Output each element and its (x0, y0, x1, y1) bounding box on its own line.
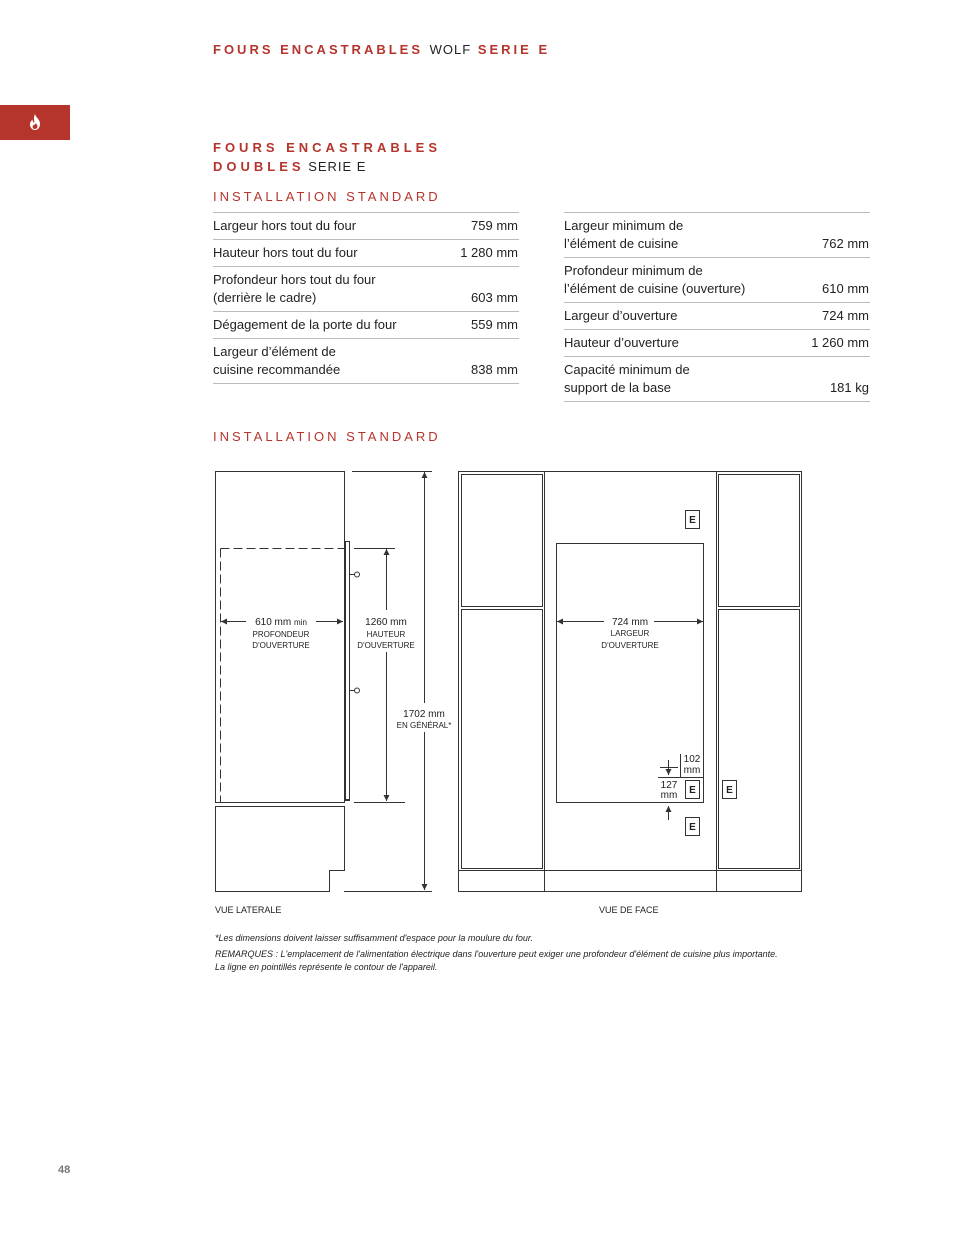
spec-value: 724 mm (795, 303, 870, 330)
footnote-2: REMARQUES : L'emplacement de l'alimentation électrique dans l'ouverture peut exiger une profondeur d'élément de cuisine plus importante. (215, 949, 778, 959)
spec-value: 762 mm (795, 213, 870, 258)
spec-value: 610 mm (795, 258, 870, 303)
spec-value: 759 mm (445, 213, 519, 240)
general-value-label: 1702 mm (403, 709, 445, 720)
height-label-2: D'OUVERTURE (357, 641, 415, 650)
dim-102-value: 102 (683, 754, 701, 765)
spec-label: Largeur minimum de l’élément de cuisine (564, 213, 795, 258)
dim-127-unit: mm (660, 790, 678, 801)
spec-label: Largeur hors tout du four (213, 213, 445, 240)
opening-outline (557, 544, 704, 803)
spec-label: Hauteur hors tout du four (213, 240, 445, 267)
front-view-cabinets (459, 472, 802, 892)
spec-value: 1 280 mm (445, 240, 519, 267)
electrical-marker-e: E (689, 822, 696, 833)
spec-label: Hauteur d’ouverture (564, 330, 795, 357)
width-label-1: LARGEUR (610, 629, 650, 638)
section-heading-1: INSTALLATION STANDARD (213, 189, 441, 204)
spec-label: Profondeur hors tout du four (derrière le cadre) (213, 267, 445, 312)
front-view-caption: VUE DE FACE (599, 905, 659, 915)
spec-label: Largeur d’ouverture (564, 303, 795, 330)
oven-door-panel (346, 542, 350, 800)
spec-label: Profondeur minimum de l’élément de cuisine (ouverture) (564, 258, 795, 303)
oven-outline-dashed (221, 549, 345, 803)
page-title-line2: DOUBLES SERIE E (213, 159, 367, 174)
footnote-3: La ligne en pointillés représente le contour de l'appareil. (215, 962, 438, 972)
electrical-marker-e: E (689, 515, 696, 526)
spec-label: Largeur d’élément de cuisine recommandée (213, 339, 445, 384)
dim-127-value: 127 (660, 780, 678, 791)
spec-value: 838 mm (445, 339, 519, 384)
width-value-label: 724 mm (611, 617, 649, 628)
page-title-line1: FOURS ENCASTRABLES (213, 140, 442, 155)
height-value-label: 1260 mm (365, 617, 407, 628)
spec-label: Capacité minimum de support de la base (564, 357, 795, 402)
general-label: EN GÉNÉRAL* (396, 721, 452, 730)
footnote-1: *Les dimensions doivent laisser suffisamment d'espace pour la moulure du four. (215, 933, 534, 943)
spec-value: 603 mm (445, 267, 519, 312)
depth-label-1: PROFONDEUR (252, 630, 310, 639)
spec-value: 559 mm (445, 312, 519, 339)
height-dimension-line (354, 549, 405, 803)
depth-label-2: D'OUVERTURE (252, 641, 310, 650)
running-header: FOURS ENCASTRABLES WOLF SERIE E (213, 42, 551, 57)
electrical-marker-e: E (726, 785, 733, 796)
general-dimension-line (344, 472, 432, 892)
spec-label: Dégagement de la porte du four (213, 312, 445, 339)
electrical-marker-e: E (689, 785, 696, 796)
section-heading-2: INSTALLATION STANDARD (213, 429, 441, 444)
side-view-caption: VUE LATERALE (215, 905, 282, 915)
page-number: 48 (58, 1164, 71, 1176)
spec-value: 1 260 mm (795, 330, 870, 357)
side-view-cabinet (216, 472, 345, 892)
width-label-2: D'OUVERTURE (601, 641, 659, 650)
dim-102-unit: mm (683, 765, 701, 776)
spec-value: 181 kg (795, 357, 870, 402)
height-label-1: HAUTEUR (366, 630, 406, 639)
depth-value-label: 610 mm min (255, 617, 307, 628)
